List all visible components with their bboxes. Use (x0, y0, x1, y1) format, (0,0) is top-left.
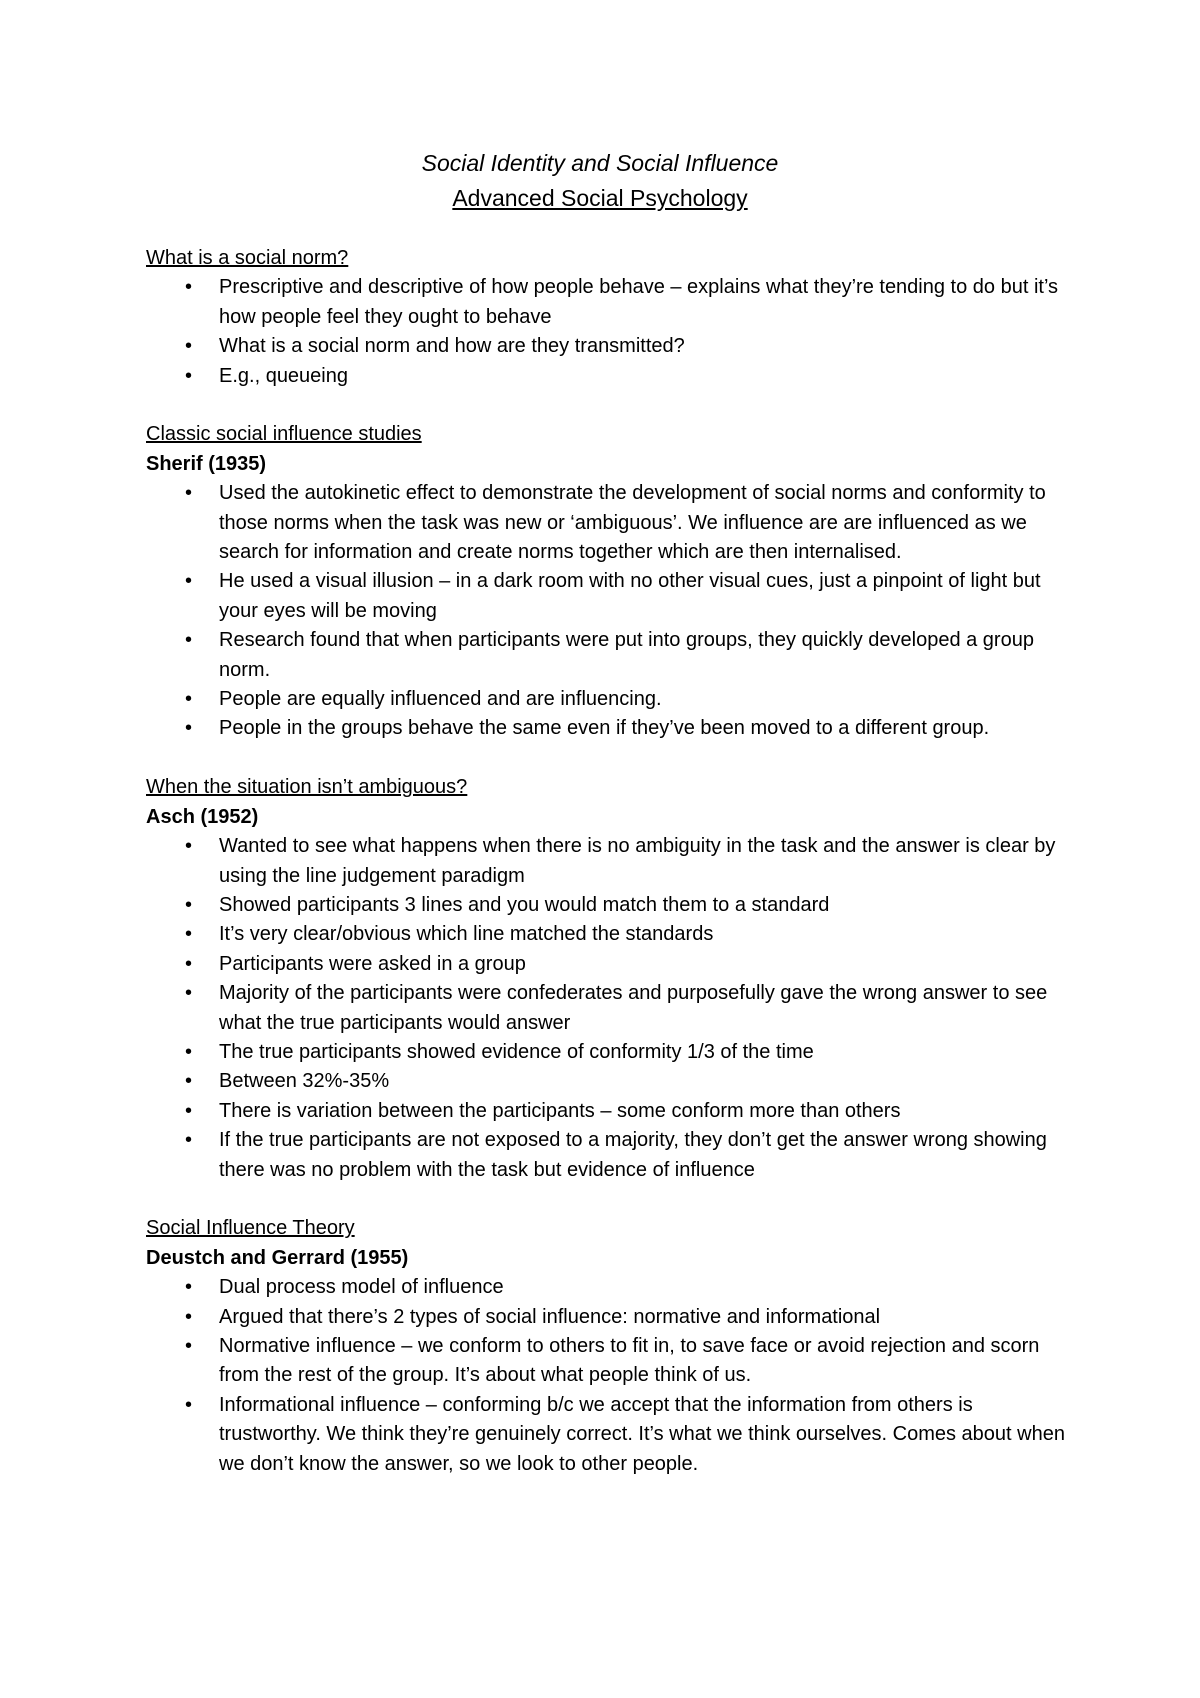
bullet-item: • E.g., queueing (219, 362, 1076, 391)
section-heading: Classic social influence studies (146, 423, 422, 446)
bullet-item: • Majority of the participants were confederates and purposefully gave the wrong answer to see what the true participants would answer (219, 979, 1076, 1038)
bullet-item: • Used the autokinetic effect to demonstrate the development of social norms and conformity to those norms when the task was new or ‘ambiguous’. We influence are are influenced as we search for information and create norms together which are then internalised. (219, 479, 1076, 567)
bullet-item: • There is variation between the participants – some conform more than others (219, 1097, 1076, 1126)
bullet-item: • The true participants showed evidence of conformity 1/3 of the time (219, 1038, 1076, 1067)
bullet-list (146, 273, 1076, 391)
study-heading: Sherif (1935) (146, 452, 267, 475)
bullet-item: • Wanted to see what happens when there is no ambiguity in the task and the answer is clear by using the line judgement paradigm (219, 832, 1076, 891)
bullet-item: • Argued that there’s 2 types of social influence: normative and informational (219, 1303, 1076, 1332)
section-social-influence-theory (146, 1214, 1076, 1479)
bullet-list (146, 1273, 1076, 1479)
bullet-item: • If the true participants are not exposed to a majority, they don’t get the answer wrong showing there was no problem with the task but evidence of influence (219, 1126, 1076, 1185)
document-body (146, 244, 1076, 1508)
bullet-list (146, 479, 1076, 744)
bullet-item: • Informational influence – conforming b/c we accept that the information from others is trustworthy. We think they’re genuinely correct. It’s what we think ourselves. Comes about when we don’t know the answer, so we look to other people. (219, 1391, 1076, 1479)
document-subtitle: Advanced Social Psychology (452, 185, 748, 211)
study-heading: Deustch and Gerrard (1955) (146, 1246, 409, 1269)
document-title: Social Identity and Social Influence (421, 150, 779, 176)
bullet-item: • Participants were asked in a group (219, 950, 1076, 979)
section-not-ambiguous (146, 773, 1076, 1185)
bullet-item: • People are equally influenced and are influencing. (219, 685, 1076, 714)
bullet-item: • People in the groups behave the same even if they’ve been moved to a different group. (219, 714, 1076, 743)
section-heading: When the situation isn’t ambiguous? (146, 776, 468, 799)
bullet-list (146, 832, 1076, 1185)
bullet-item: • Prescriptive and descriptive of how people behave – explains what they’re tending to do but it’s how people feel they ought to behave (219, 273, 1076, 332)
bullet-item: • Research found that when participants were put into groups, they quickly developed a group norm. (219, 626, 1076, 685)
bullet-item: • Showed participants 3 lines and you would match them to a standard (219, 891, 1076, 920)
section-classic-studies (146, 420, 1076, 743)
section-social-norm (146, 244, 1076, 391)
section-heading: Social Influence Theory (146, 1217, 355, 1240)
section-heading: What is a social norm? (146, 247, 349, 269)
bullet-item: • Between 32%-35% (219, 1067, 1076, 1096)
bullet-item: • What is a social norm and how are they transmitted? (219, 332, 1076, 361)
bullet-item: • Normative influence – we conform to others to fit in, to save face or avoid rejection and scorn from the rest of the group. It’s about what people think of us. (219, 1332, 1076, 1391)
bullet-item: • Dual process model of influence (219, 1273, 1076, 1302)
bullet-item: • He used a visual illusion – in a dark room with no other visual cues, just a pinpoint of light but your eyes will be moving (219, 567, 1076, 626)
bullet-item: • It’s very clear/obvious which line matched the standards (219, 920, 1076, 949)
study-heading: Asch (1952) (146, 805, 259, 828)
